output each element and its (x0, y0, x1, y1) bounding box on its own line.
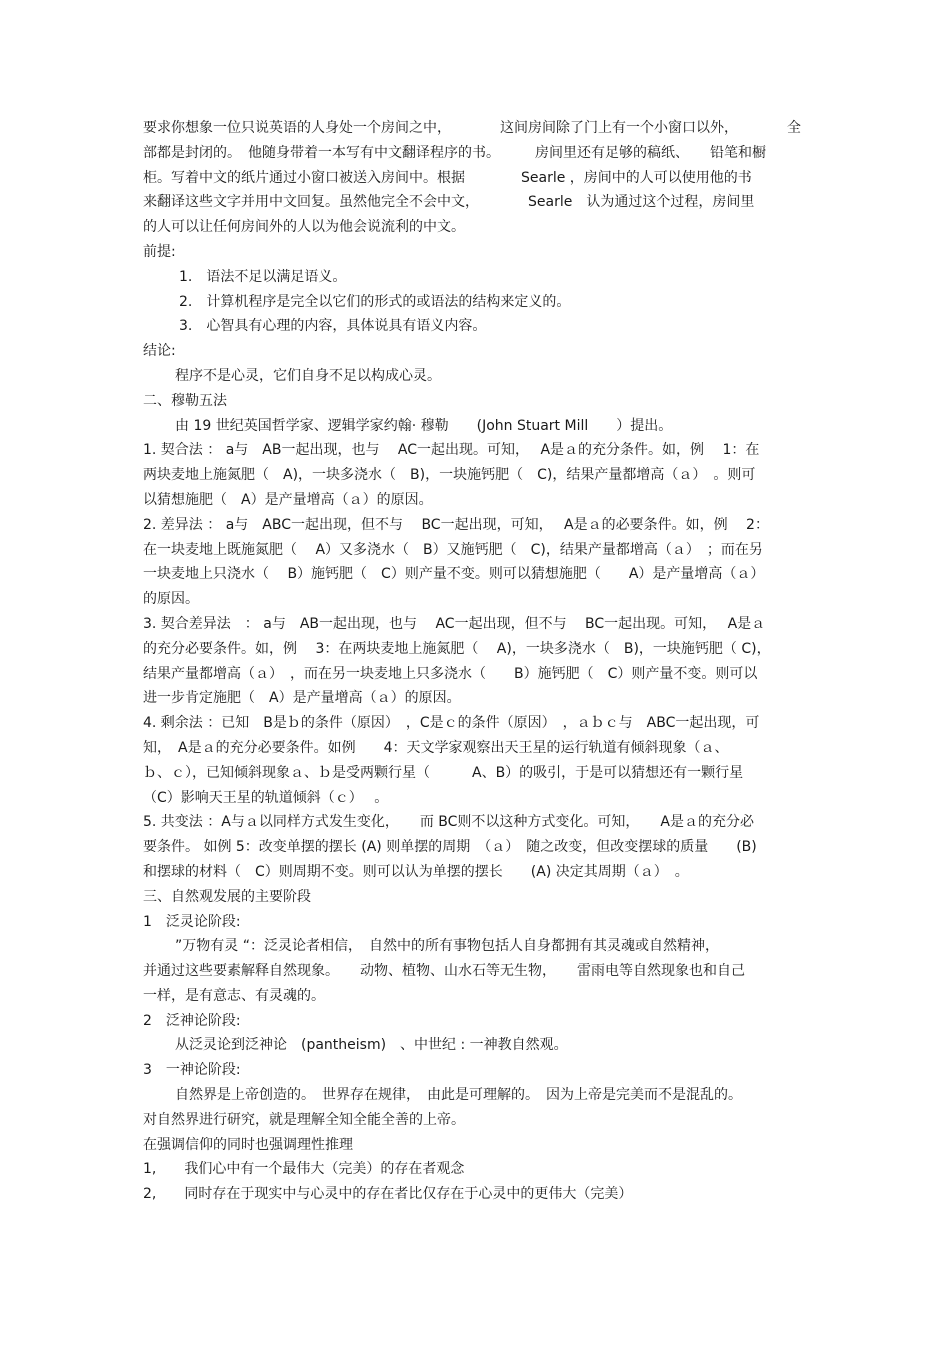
reasoning-item: 2, 同时存在于现实中与心灵中的存在者比仅存在于心灵中的更伟大（完美） (143, 1186, 633, 1203)
stage-1-line: 并通过这些要素解释自然现象。 动物、植物、山水石等无生物， 雷雨电等自然现象也和自己 (143, 963, 745, 980)
stage-1-heading: 1 泛灵论阶段: (143, 913, 241, 930)
stage-1-line: 一样，是有意志、有灵魂的。 (143, 987, 325, 1004)
method-5-line: 5. 共变法 ：A与ａ以同样方式发生变化， 而 BC则不以这种方式变化。可知， A是ａ的充分必 (143, 814, 754, 831)
method-4-line: ｂ、ｃ），已知倾斜现象ａ、ｂ是受两颗行星（ A、B）的吸引，于是可以猜想还有一颗行星 (143, 764, 744, 781)
intro-line: 的人可以让任何房间外的人以为他会说流利的中文。 (143, 219, 465, 236)
method-2-line: 一块麦地上只浇水（ B）施钙肥（ C）则产量不变。则可以猜想施肥（ A）是产量增高（ａ） (143, 566, 765, 583)
stage-3-line: 自然界是上帝创造的。 世界存在规律， 由此是可理解的。 因为上帝是完美而不是混乱的。 (175, 1087, 742, 1104)
section-heading-nature: 三、自然观发展的主要阶段 (143, 888, 311, 905)
method-3-line: 结果产量都增高（ａ） ，而在另一块麦地上只多浇水（ B）施钙肥（ C）则产量不变。则可以 (143, 665, 758, 682)
method-3-line: 进一步肯定施肥（ A）是产量增高（ａ）的原因。 (143, 690, 461, 707)
stage-3-heading: 3 一神论阶段: (143, 1062, 241, 1079)
method-4-line: 知， A是ａ的充分必要条件。如例 4：天文学家观察出天王星的运行轨道有倾斜现象（ａ、 (143, 739, 729, 756)
method-5-line: 要条件。 如例 5：改变单摆的摆长 (A) 则单摆的周期 （ａ） 随之改变，但改变摆球的质量 (B) (143, 839, 757, 856)
conclusion-text: 程序不是心灵，它们自身不足以构成心灵。 (175, 367, 441, 384)
document-body (143, 116, 808, 1207)
method-2-line: 2. 差异法 ： a与 ABC一起出现，但不与 BC一起出现，可知， A是ａ的必要条件。如，例 2： (143, 516, 769, 533)
method-3-line: 3. 契合差异法 ： a与 AB一起出现，也与 AC一起出现，但不与 BC一起出现。可知， A是ａ (143, 615, 766, 632)
stage-1-line: ”万物有灵 “：泛灵论者相信， 自然中的所有事物包括人自身都拥有其灵魂或自然精神， (175, 938, 719, 955)
stage-2-line: 从泛灵论到泛神论 (pantheism) 、中世纪 : 一神教自然观。 (175, 1037, 568, 1054)
method-3-line: 的充分必要条件。如，例 3：在两块麦地上施氮肥（ A)，一块多浇水（ B)，一块施钙肥（ C)， (143, 640, 771, 657)
stage-2-heading: 2 泛神论阶段: (143, 1012, 241, 1029)
method-2-line: 在一块麦地上既施氮肥（ A）又多浇水（ B）又施钙肥（ C)，结果产量都增高（ａ） ；而在另 (143, 541, 763, 558)
stage-3-line: 对自然界进行研究，就是理解全知全能全善的上帝。 (143, 1111, 465, 1128)
premise-item: 3. 心智具有心理的内容，具体说具有语义内容。 (179, 318, 487, 335)
premise-item: 1. 语法不足以满足语义。 (179, 268, 347, 285)
method-2-line: 的原因。 (143, 591, 199, 608)
intro-line: 部都是封闭的。 他随身带着一本写有中文翻译程序的书。 房间里还有足够的稿纸、 铅笔和橱 (143, 144, 766, 161)
method-1-line: 以猜想施肥（ A）是产量增高（ａ）的原因。 (143, 491, 433, 508)
method-1-line: 1. 契合法 ： a与 AB一起出现，也与 AC一起出现。可知， A是ａ的充分条件。如，例 1：在 (143, 442, 760, 459)
section-intro-mill: 由 19 世纪英国哲学家、逻辑学家约翰· 穆勒 (John Stuart Mill ）提出。 (175, 417, 673, 434)
intro-line: 柜。写着中文的纸片通过小窗口被送入房间中。根据 Searle ，房间中的人可以使用他的书 (143, 169, 752, 186)
intro-line: 要求你想象一位只说英语的人身处一个房间之中， 这间房间除了门上有一个小窗口以外， 全 (143, 120, 801, 136)
method-4-line: 4. 剩余法 ：已知 B是ｂ的条件（原因） ，C是ｃ的条件（原因） ，ａｂｃ与 ABC一起出现，可 (143, 715, 760, 732)
intro-line: 来翻译这些文字并用中文回复。虽然他完全不会中文， Searle 认为通过这个过程，房间里 (143, 194, 755, 211)
reasoning-heading: 在强调信仰的同时也强调理性推理 (143, 1136, 353, 1153)
reasoning-item: 1, 我们心中有一个最伟大（完美）的存在者观念 (143, 1161, 465, 1178)
method-5-line: 和摆球的材料（ C）则周期不变。则可以认为单摆的摆长 (A) 决定其周期（ａ） 。 (143, 863, 689, 880)
premise-label: 前提: (143, 243, 176, 260)
method-4-line: （C）影响天王星的轨道倾斜（ｃ） 。 (143, 789, 389, 806)
section-heading-mill: 二、穆勒五法 (143, 392, 227, 409)
premise-item: 2. 计算机程序是完全以它们的形式的或语法的结构来定义的。 (179, 293, 571, 310)
conclusion-label: 结论: (143, 343, 176, 360)
method-1-line: 两块麦地上施氮肥（ A)，一块多浇水（ B)，一块施钙肥（ C)，结果产量都增高（ａ） 。则可 (143, 467, 756, 484)
